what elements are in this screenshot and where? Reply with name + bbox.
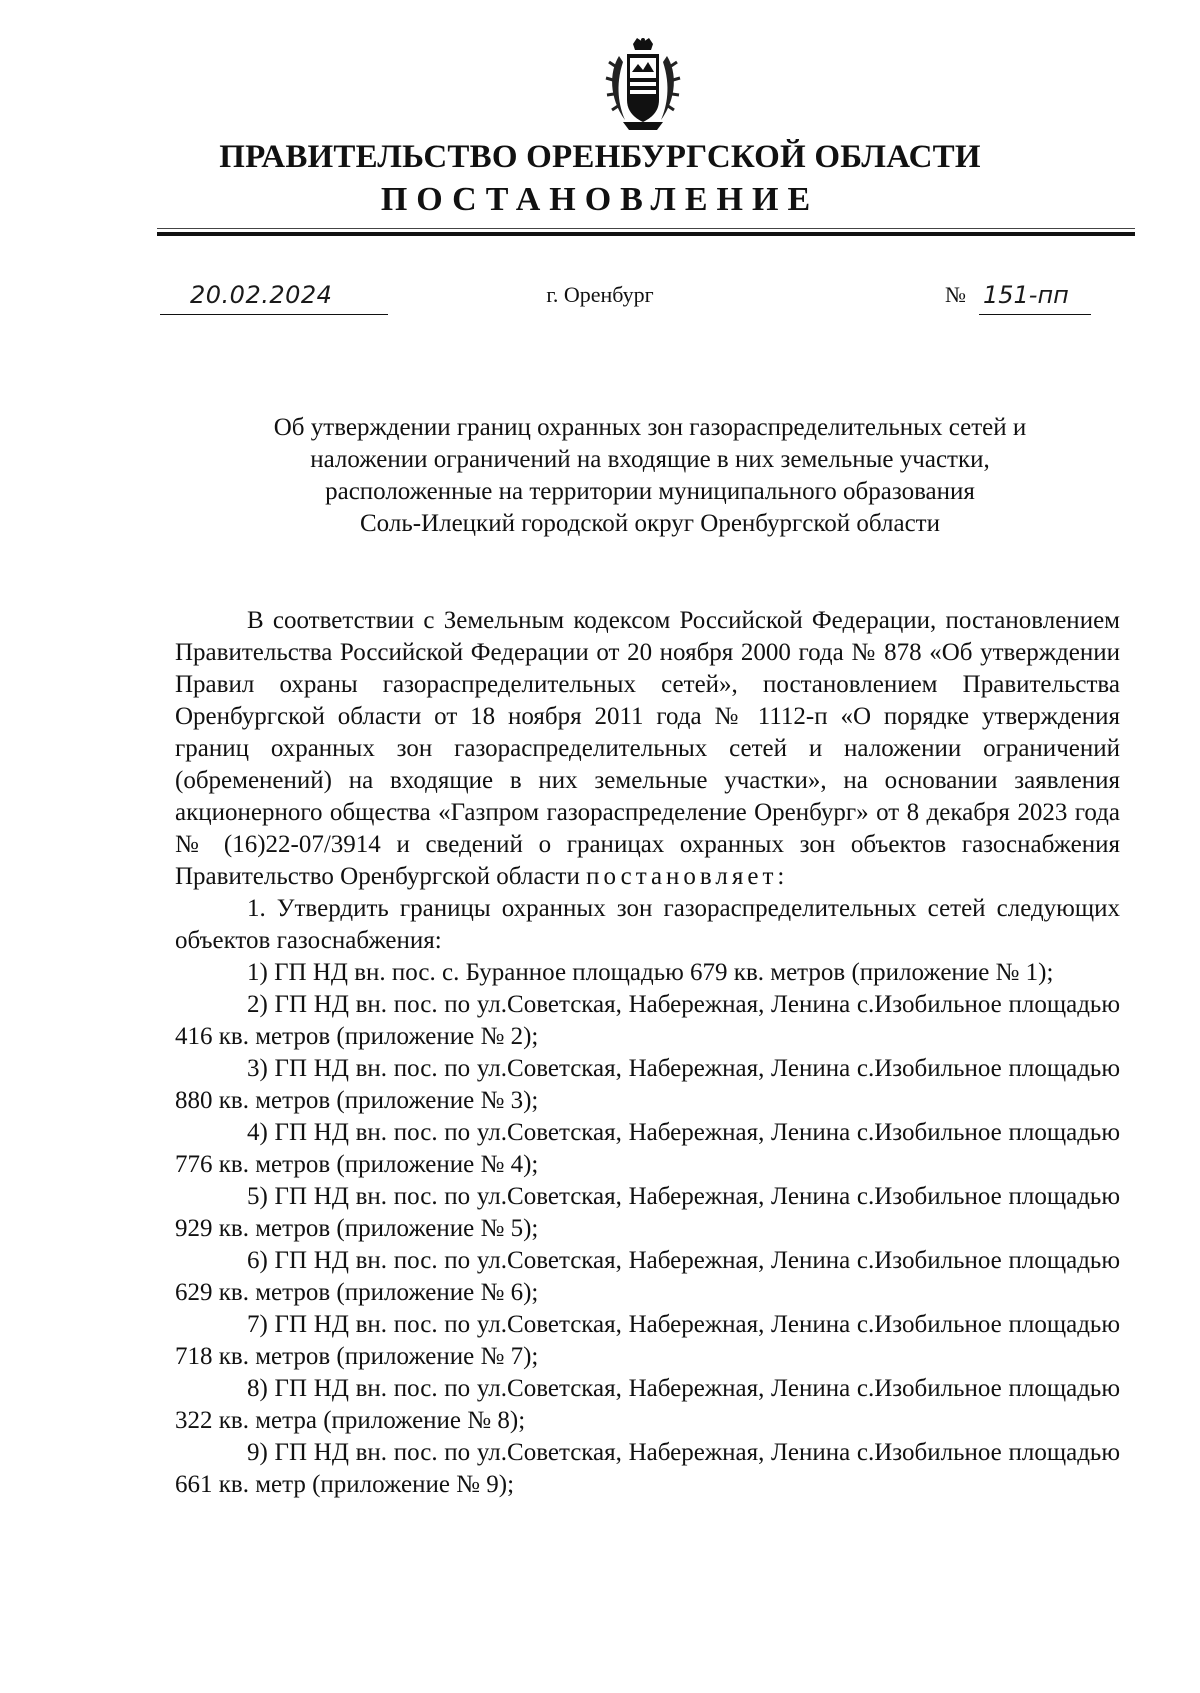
- list-item: 8) ГП НД вн. пос. по ул.Советская, Набережная, Ленина с.Изобильное площадью 322 кв. метра (приложение № 8);: [175, 1375, 1120, 1434]
- document-city: г. Оренбург: [546, 282, 654, 307]
- title-line: Соль-Илецкий городской округ Оренбургской области: [360, 510, 940, 537]
- list-item: 7) ГП НД вн. пос. по ул.Советская, Набережная, Ленина с.Изобильное площадью 718 кв. метров (приложение № 7);: [175, 1311, 1120, 1370]
- number-prefix: №: [945, 282, 966, 307]
- list-item: 1) ГП НД вн. пос. с. Буранное площадью 679 кв. метров (приложение № 1);: [247, 959, 1054, 986]
- list-item: 9) ГП НД вн. пос. по ул.Советская, Набережная, Ленина с.Изобильное площадью 661 кв. метр (приложение № 9);: [175, 1439, 1120, 1498]
- list-item: 3) ГП НД вн. пос. по ул.Советская, Набережная, Ленина с.Изобильное площадью 880 кв. метров (приложение № 3);: [175, 1055, 1120, 1114]
- header-divider-thick: [157, 232, 1135, 236]
- clause-1: 1. Утвердить границы охранных зон газораспределительных сетей следующих объектов газоснабжения:: [175, 895, 1120, 954]
- list-item: 4) ГП НД вн. пос. по ул.Советская, Набережная, Ленина с.Изобильное площадью 776 кв. метров (приложение № 4);: [175, 1119, 1120, 1178]
- date-underline: [160, 314, 388, 316]
- header-divider-thin: [157, 228, 1135, 229]
- decree-word: постановляет:: [586, 863, 789, 890]
- number-handwritten: 151-пп: [983, 281, 1069, 309]
- government-name: ПРАВИТЕЛЬСТВО ОРЕНБУРГСКОЙ ОБЛАСТИ: [219, 139, 981, 175]
- list-item: 6) ГП НД вн. пос. по ул.Советская, Набережная, Ленина с.Изобильное площадью 629 кв. метров (приложение № 6);: [175, 1247, 1120, 1306]
- preamble-paragraph: [175, 605, 1120, 893]
- document-title: [160, 412, 1140, 540]
- coat-of-arms-icon: [605, 36, 681, 132]
- list-item: 5) ГП НД вн. пос. по ул.Советская, Набережная, Ленина с.Изобильное площадью 929 кв. метров (приложение № 5);: [175, 1183, 1120, 1242]
- document-number: [945, 279, 1095, 319]
- title-line: наложении ограничений на входящие в них земельные участки,: [310, 446, 990, 473]
- list-item: 2) ГП НД вн. пос. по ул.Советская, Набережная, Ленина с.Изобильное площадью 416 кв. метров (приложение № 2);: [175, 991, 1120, 1050]
- title-line: Об утверждении границ охранных зон газораспределительных сетей и: [273, 414, 1027, 441]
- document-type: ПОСТАНОВЛЕНИЕ: [380, 181, 820, 218]
- date-handwritten: 20.02.2024: [190, 281, 333, 309]
- document-body: [175, 605, 1120, 1501]
- number-underline: [979, 314, 1091, 316]
- title-line: расположенные на территории муниципального образования: [325, 478, 975, 505]
- preamble-text: В соответствии с Земельным кодексом Российской Федерации, постановлением Правительства Российской Федерации от 20 ноября 2000 года № 878 «Об утверждении Правил охраны газораспределительных сетей», постановлением Правительства Оренбургской области от 18 ноября 2011 года № 1112-п «О порядке утверждения границ охранных зон газораспределительных сетей и наложении ограничений (обременений) на входящие в них земельные участки», на основании заявления акционерного общества «Газпром газораспределение Оренбург» от 8 декабря 2023 года № (16)22-07/3914 и сведений о границах охранных зон объектов газоснабжения Правительство Оренбургской области: [175, 607, 1120, 890]
